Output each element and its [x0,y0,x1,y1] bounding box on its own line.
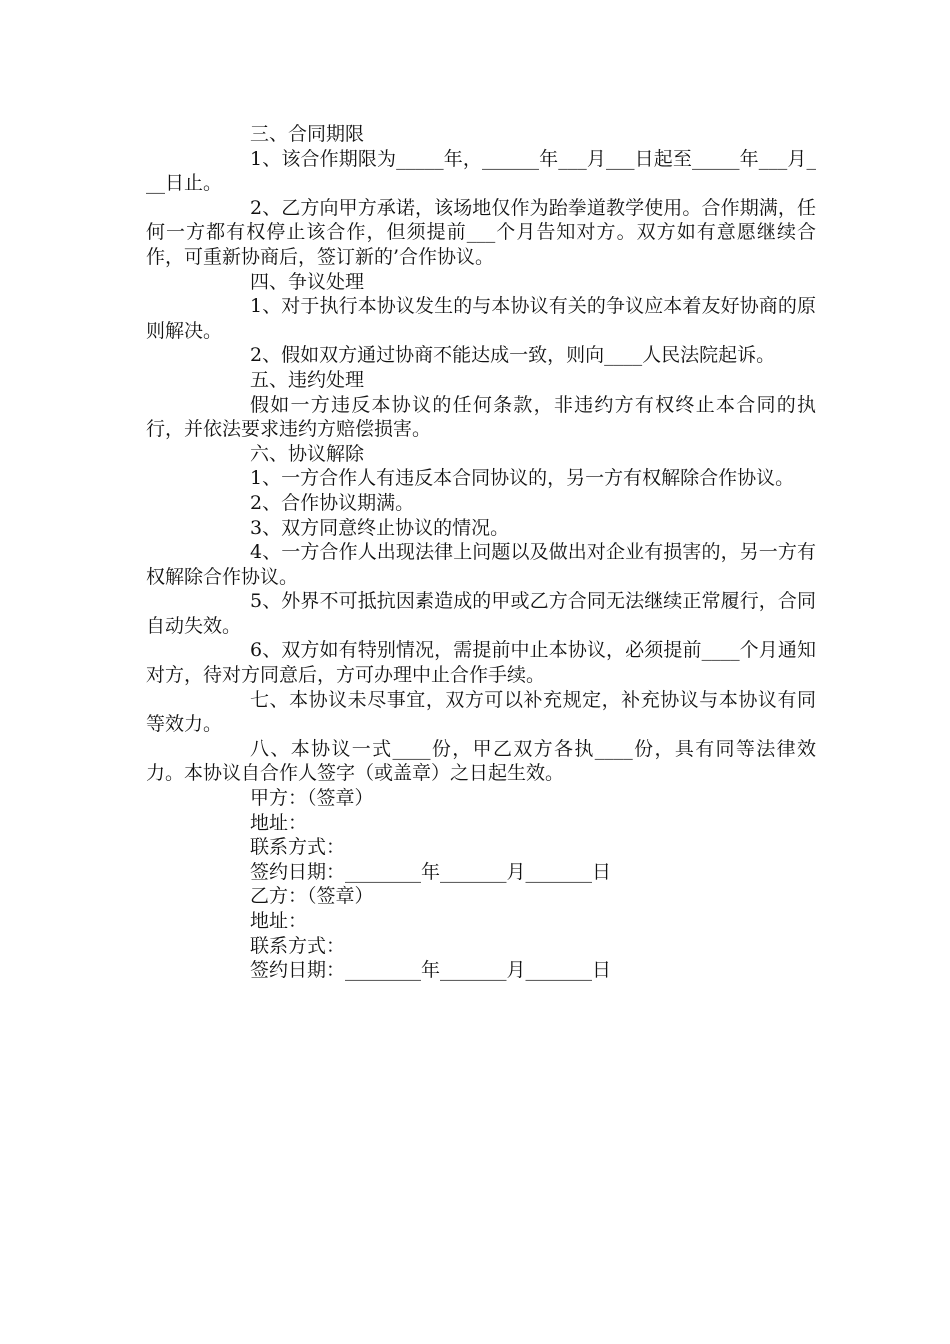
clause-breach-1: 假如一方违反本协议的任何条款，非违约方有权终止本合同的执行，并依法要求违约方赔偿损害。 [146,393,816,441]
party-b-contact: 联系方式： [250,934,346,957]
clause-termination-3: 3、双方同意终止协议的情况。 [250,516,510,539]
clause-termination-2: 2、合作协议期满。 [250,491,415,514]
clause-term-1: 1、该合作期限为_____年，______年___月___日起至_____年___月___日止。 [146,147,816,195]
party-b-title: 乙方：（签章） [250,885,374,908]
section-heading-termination: 六、协议解除 [250,442,365,465]
clause-termination-5: 5、外界不可抵抗因素造成的甲或乙方合同无法继续正常履行，合同自动失效。 [146,590,816,637]
clause-termination-1: 1、一方合作人有违反本合同协议的，另一方有权解除合作协议。 [250,467,795,490]
clause-termination-6: 6、双方如有特别情况，需提前中止本协议，必须提前____个月通知对方，待对方同意后，方可办理中止合作手续。 [146,639,816,687]
party-a-contact: 联系方式： [250,836,346,859]
clause-term-2: 2、乙方向甲方承诺，该场地仅作为跆拳道教学使用。合作期满，任何一方都有权停止该合作，但须提前___个月告知对方。双方如有意愿继续合作，可重新协商后，签订新的’合作协议。 [146,196,816,268]
party-b-address: 地址： [250,910,308,932]
party-b-date: 签约日期：________年_______月_______日 [250,959,612,982]
section-heading-breach: 五、违约处理 [250,368,365,391]
party-a-date: 签约日期：________年_______月_______日 [250,860,612,883]
section-heading-dispute: 四、争议处理 [250,270,365,293]
clause-dispute-2: 2、假如双方通过协商不能达成一致，则向____人民法院起诉。 [250,344,776,367]
party-a-title: 甲方：（签章） [250,787,374,810]
clause-seven: 七、本协议未尽事宜，双方可以补充规定，补充协议与本协议有同等效力。 [146,688,816,736]
party-a-address: 地址： [250,811,308,834]
clause-termination-4: 4、一方合作人出现法律上问题以及做出对企业有损害的，另一方有权解除合作协议。 [146,541,816,588]
section-heading-term: 三、合同期限 [250,123,365,145]
clause-eight: 八、本协议一式____份，甲乙双方各执____份，具有同等法律效力。本协议自合作人签字（或盖章）之日起生效。 [146,737,816,785]
clause-dispute-1: 1、对于执行本协议发生的与本协议有关的争议应本着友好协商的原则解决。 [146,295,816,342]
contract-body [146,122,816,983]
